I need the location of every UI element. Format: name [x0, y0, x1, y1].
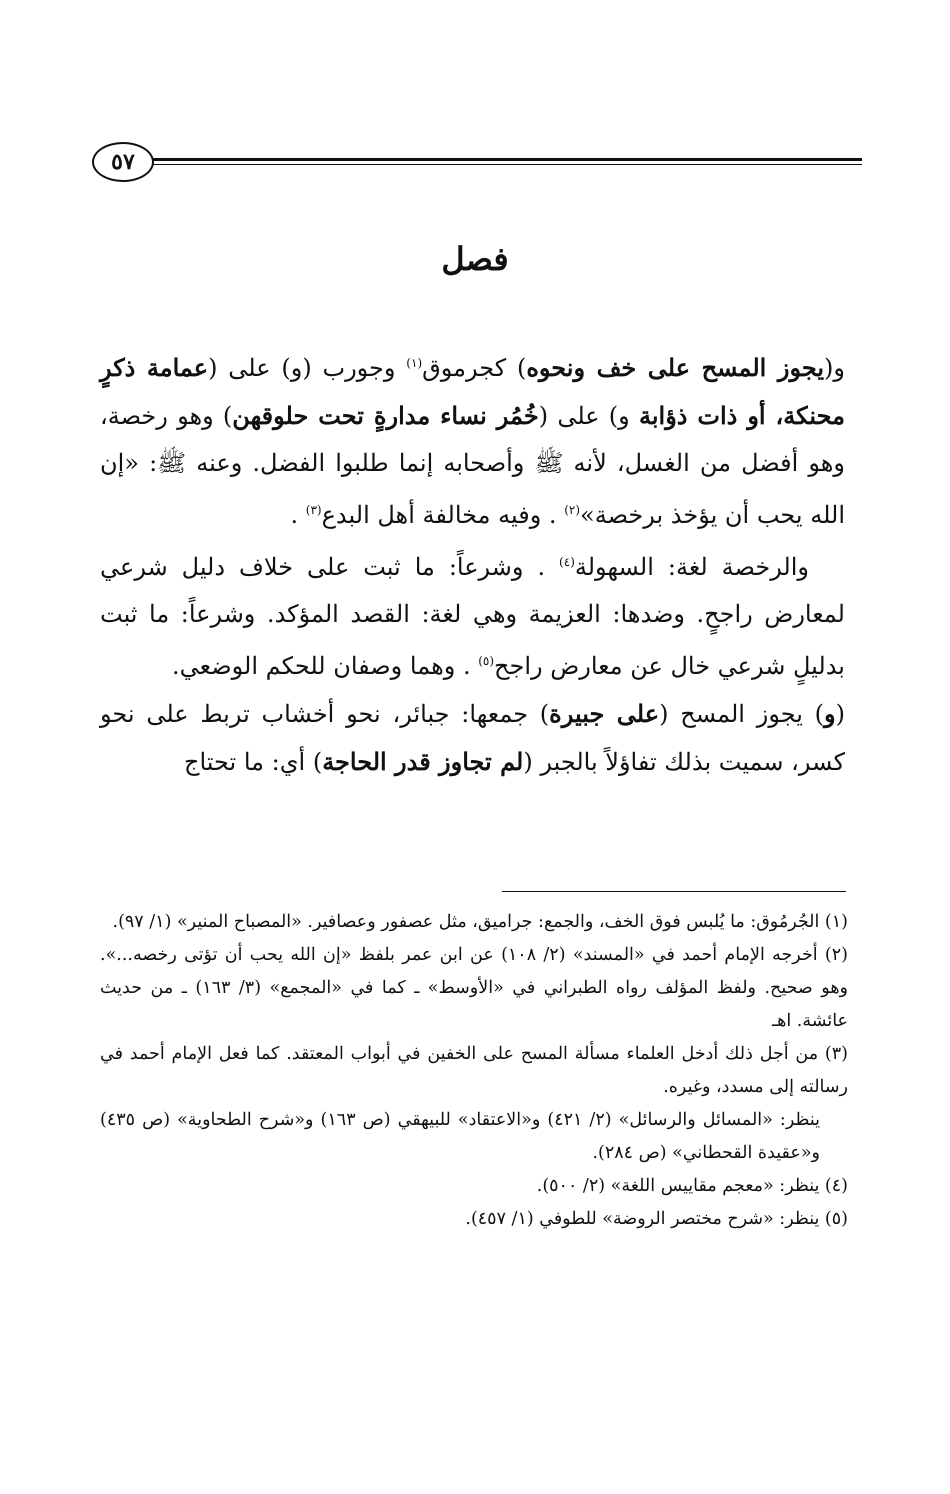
footnotes: [100, 906, 848, 1236]
text-run: ) يجوز المسح (: [659, 700, 825, 728]
bold-text-run: و: [824, 699, 836, 728]
header-rule-thick: [148, 158, 862, 161]
text-run: .: [290, 501, 306, 529]
bold-text-run: على جبيرة: [549, 699, 660, 728]
bold-text-run: يجوز المسح على خف ونحوه: [526, 353, 825, 382]
bold-text-run: خُمُر نساء مدارةٍ تحت حلوقهن: [232, 401, 539, 430]
header-rule-thin: [148, 164, 862, 165]
text-run: و) على (: [538, 402, 639, 430]
text-run: والرخصة لغة: السهولة: [574, 553, 810, 581]
text-run: (: [835, 700, 845, 728]
paragraph-3: [100, 690, 845, 786]
text-run: ) جمعها: جبائر، نحو أخشاب تربط على نحو كسر، سميت بذلك تفاؤلاً بالجبر (: [100, 700, 845, 776]
page-header: [92, 142, 862, 186]
footnote-4: (٤) ينظر: «معجم مقاييس اللغة» (٢/ ٥٠٠).: [536, 1176, 848, 1196]
paragraph-1: [100, 340, 845, 539]
text-run: وجورب (و) على (: [208, 354, 407, 382]
text-run: . وفيه مخالفة أهل البدع: [321, 501, 565, 529]
footnote-marker[interactable]: (١): [406, 356, 423, 370]
footnote-5: (٥) ينظر: «شرح مختصر الروضة» للطوفي (١/ ٤٥٧).: [465, 1209, 848, 1229]
text-run: . وشرعاً: ما ثبت على خلاف دليل شرعي لمعارض راجحٍ. وضدها: العزيمة وهي لغة: القصد المؤكد. وشرعاً: ما ثبت بدليلٍ شرعي خال عن معارض راجح: [100, 553, 845, 680]
footnote-2: (٢) أخرجه الإمام أحمد في «المسند» (٢/ ١٠٨) عن ابن عمر بلفظ «إن الله يحب أن تؤتى رخصه...». وهو صحيح. ولفظ المؤلف رواه الطبراني في «الأوسط» ـ كما في «المجمع» (٣/ ١٦٣) ـ من حديث عائشة. اهـ: [100, 945, 848, 1031]
footnote-marker[interactable]: (٢): [564, 503, 581, 517]
footnote-3: (٣) من أجل ذلك أدخل العلماء مسألة المسح على الخفين في أبواب المعتقد. كما فعل الإمام أحمد في رسالته إلى مسدد، وغيره.: [100, 1044, 848, 1097]
footnote-marker[interactable]: (٤): [559, 555, 575, 569]
text-run: ) وهو رخصة، وهو أفضل من الغسل، لأنه ﷺ وأصحابه إنما طلبوا الفضل. وعنه ﷺ: «إن الله يحب أن يؤخذ برخصة»: [100, 402, 845, 529]
main-text: [100, 340, 845, 786]
text-run: ) أي: ما تحتاج: [184, 748, 323, 776]
bold-text-run: لم تجاوز قدر الحاجة: [322, 747, 524, 776]
text-run: و(: [824, 354, 845, 382]
footnote-3-continuation: ينظر: «المسائل والرسائل» (٢/ ٤٢١) و«الاعتقاد» للبيهقي (ص ١٦٣) و«شرح الطحاوية» (ص ٤٣٥) و«عقيدة القحطاني» (ص ٢٨٤).: [100, 1110, 820, 1163]
footnote-separator: [502, 891, 846, 892]
footnote-1: (١) الجُرمُوق: ما يُلبس فوق الخف، والجمع: جراميق، مثل عصفور وعصافير. «المصباح المنير» (١/ ٩٧).: [112, 912, 848, 932]
text-run: ) كجرموق: [422, 354, 527, 382]
paragraph-2: [100, 539, 845, 690]
section-title: فصل: [441, 240, 509, 278]
bold-text-run: عمامة ذكرٍ محنكة، أو ذات ذؤابة: [100, 353, 845, 430]
footnote-marker[interactable]: (٥): [478, 654, 495, 668]
text-run: . وهما وصفان للحكم الوضعي.: [172, 652, 479, 680]
page-number: ٥٧: [92, 142, 154, 182]
footnote-marker[interactable]: (٣): [305, 503, 322, 517]
